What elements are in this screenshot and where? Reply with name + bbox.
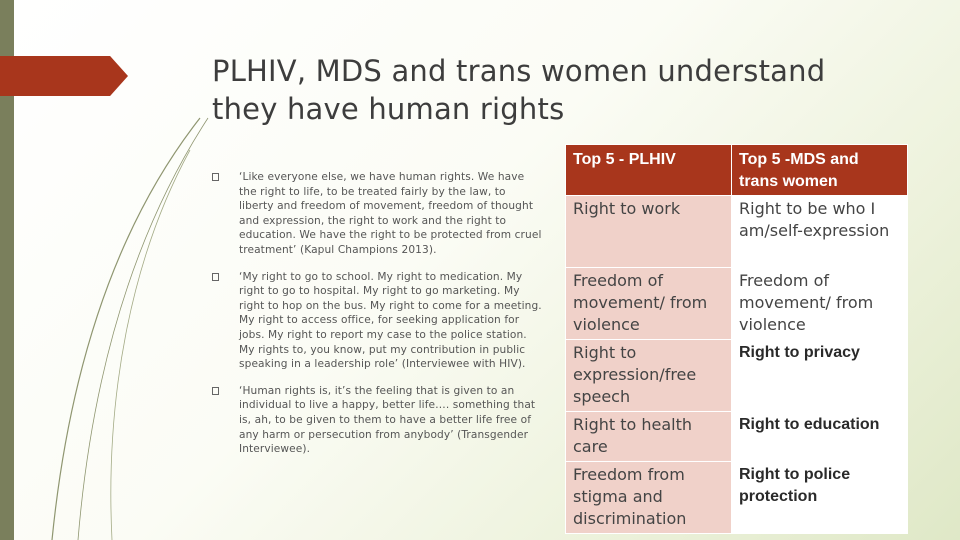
title-line-1: PLHIV, MDS and trans women understand (212, 54, 826, 88)
quote-text: ‘Like everyone else, we have human rights. We have the right to life, to be treated fairly by the law, to liberty and freedom of movement, freedom of thought and expression, the right to work and the right to education. We have the right to be protected from cruel treatment’ (Kapul Champions 2013). (239, 171, 542, 256)
checkbox-bullet-icon (212, 273, 219, 281)
checkbox-bullet-icon (212, 387, 219, 395)
table-cell: Right to police protection (732, 462, 908, 534)
quote-text: ‘My right to go to school. My right to medication. My right to go to hospital. My right to go marketing. My right to hop on the bus. My right to come for a meeting. My right to access office, for seeking application for jobs. My right to report my case to the police station. My rights to, you know, put my contribution in public speaking in a leadership role’ (Interviewee with HIV). (239, 270, 542, 371)
quote-item (212, 270, 542, 372)
rights-table (565, 144, 908, 534)
table-cell: Right to expression/free speech (566, 340, 732, 412)
table-row (566, 340, 908, 412)
table-cell: Freedom of movement/ from violence (732, 268, 908, 340)
table-header-row (566, 145, 908, 196)
header-plhiv: Top 5 - PLHIV (566, 145, 732, 196)
table-cell: Freedom from stigma and discrimination (566, 462, 732, 534)
table-row (566, 462, 908, 534)
slide-title (212, 52, 912, 128)
table-row (566, 268, 908, 340)
table-row (566, 196, 908, 268)
checkbox-bullet-icon (212, 173, 219, 181)
table-cell: Right to education (732, 412, 908, 462)
table-cell: Right to privacy (732, 340, 908, 412)
header-mds-trans: Top 5 -MDS and trans women (732, 145, 908, 196)
quote-list (212, 170, 542, 469)
table-cell: Right to health care (566, 412, 732, 462)
title-line-2: they have human rights (212, 92, 565, 126)
table-cell: Right to be who I am/self-expression (732, 196, 908, 268)
quote-item (212, 384, 542, 457)
quote-text: ‘Human rights is, it’s the feeling that is given to an individual to live a happy, better life…. something that is, ah, to be given to them to have a better life free of any harm or persecution from anybody’ (Transgender Interviewee). (239, 384, 536, 456)
quote-item (212, 170, 542, 258)
table-cell: Right to work (566, 196, 732, 268)
table-cell: Freedom of movement/ from violence (566, 268, 732, 340)
title-accent-arrow (0, 56, 128, 96)
table-row (566, 412, 908, 462)
